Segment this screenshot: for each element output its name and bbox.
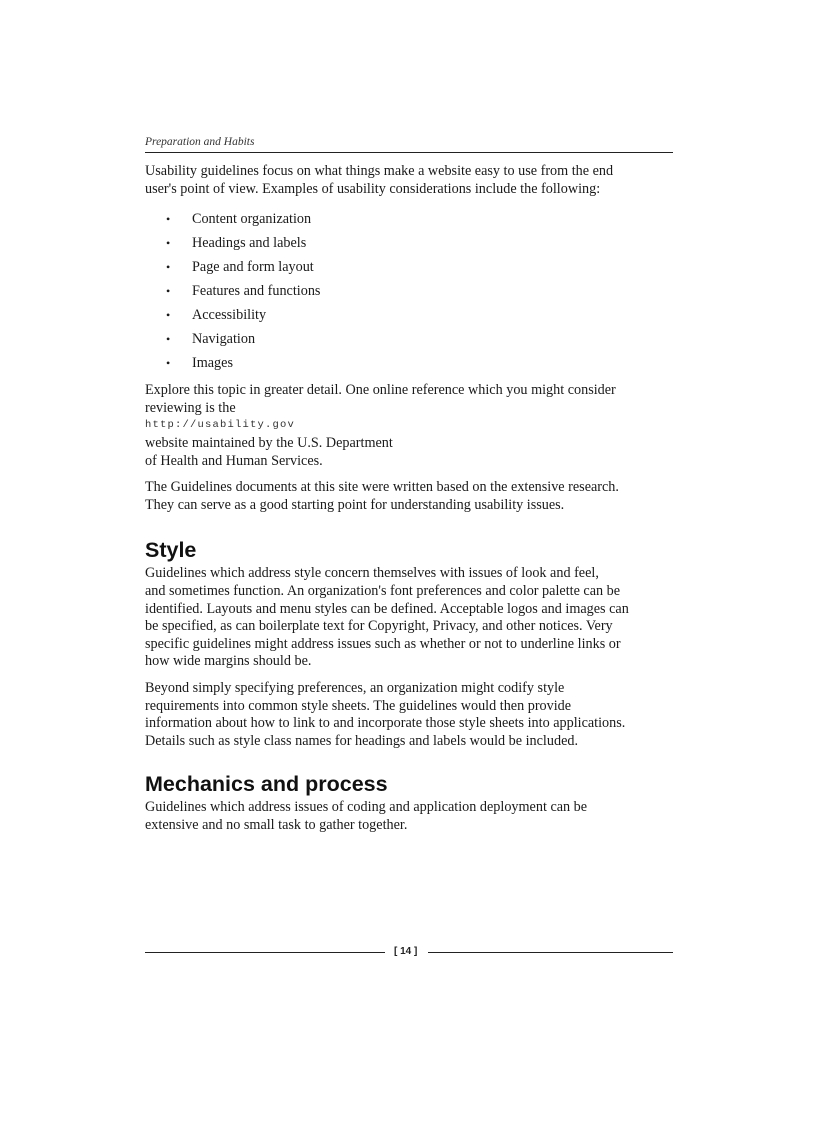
list-item-text: Navigation bbox=[192, 331, 256, 348]
footer-rule-right bbox=[428, 952, 673, 953]
style-line: Details such as style class names for headings and labels would be included. bbox=[145, 732, 579, 749]
style-line: how wide margins should be. bbox=[145, 653, 312, 670]
explore-paragraph bbox=[145, 382, 673, 470]
list-item-text: Content organization bbox=[192, 211, 312, 228]
explore-line: Explore this topic in greater detail. One online reference which you might consider bbox=[145, 382, 616, 399]
bullet-icon: • bbox=[166, 356, 171, 371]
bullet-icon: • bbox=[166, 236, 171, 251]
explore-line-with-link bbox=[145, 400, 673, 453]
style-line: Beyond simply specifying preferences, an organization might codify style bbox=[145, 679, 565, 696]
explore-line: of Health and Human Services. bbox=[145, 452, 323, 469]
explore-text-after-link: website maintained by the U.S. Department bbox=[145, 434, 393, 451]
style-line: information about how to link to and incorporate those style sheets into applications. bbox=[145, 715, 626, 732]
usability-gov-url: http://usability.gov bbox=[145, 419, 296, 432]
guidelines-docs-line: The Guidelines documents at this site were written based on the extensive research. bbox=[145, 479, 619, 496]
style-line: identified. Layouts and menu styles can be defined. Acceptable logos and images can bbox=[145, 600, 629, 617]
page-footer bbox=[145, 943, 673, 961]
intro-paragraph bbox=[145, 163, 673, 198]
running-header-title: Preparation and Habits bbox=[145, 136, 255, 148]
list-item-text: Headings and labels bbox=[192, 235, 307, 252]
page-number: [ 14 ] bbox=[394, 946, 418, 957]
intro-line: user's point of view. Examples of usability considerations include the following: bbox=[145, 180, 601, 197]
bullet-icon: • bbox=[166, 212, 171, 227]
list-item bbox=[145, 351, 673, 375]
style-line: be specified, as can boilerplate text for Copyright, Privacy, and other notices. Very bbox=[145, 618, 613, 635]
list-item bbox=[145, 279, 673, 303]
bullet-icon: • bbox=[166, 260, 171, 275]
mechanics-line: Guidelines which address issues of coding and application deployment can be bbox=[145, 799, 588, 816]
book-page bbox=[145, 0, 673, 1123]
list-item-text: Features and functions bbox=[192, 283, 321, 300]
guidelines-docs-line: They can serve as a good starting point for understanding usability issues. bbox=[145, 496, 565, 513]
style-line: specific guidelines might address issues such as whether or not to underline links or bbox=[145, 635, 621, 652]
list-item bbox=[145, 231, 673, 255]
list-item-text: Page and form layout bbox=[192, 259, 314, 276]
guidelines-docs-paragraph bbox=[145, 479, 673, 514]
style-heading: Style bbox=[145, 538, 197, 563]
list-item bbox=[145, 327, 673, 351]
footer-rule-left bbox=[145, 952, 385, 953]
bullet-icon: • bbox=[166, 308, 171, 323]
style-line: requirements into common style sheets. The guidelines would then provide bbox=[145, 697, 572, 714]
body-text bbox=[145, 163, 673, 843]
list-item bbox=[145, 255, 673, 279]
list-item-text: Images bbox=[192, 355, 233, 372]
mechanics-paragraph bbox=[145, 799, 673, 834]
style-paragraph-2 bbox=[145, 680, 673, 750]
mechanics-heading: Mechanics and process bbox=[145, 772, 388, 797]
running-header bbox=[145, 135, 673, 153]
list-item bbox=[145, 303, 673, 327]
intro-line: Usability guidelines focus on what things make a website easy to use from the end bbox=[145, 163, 614, 179]
style-paragraph-1 bbox=[145, 565, 673, 671]
list-item-text: Accessibility bbox=[192, 307, 267, 324]
list-item bbox=[145, 207, 673, 231]
style-line: and sometimes function. An organization's font preferences and color palette can be bbox=[145, 582, 621, 599]
bullet-icon: • bbox=[166, 332, 171, 347]
explore-text-before-link: reviewing is the bbox=[145, 399, 236, 416]
bullet-icon: • bbox=[166, 284, 171, 299]
style-line: Guidelines which address style concern themselves with issues of look and feel, bbox=[145, 565, 599, 582]
mechanics-line: extensive and no small task to gather together. bbox=[145, 816, 408, 833]
usability-considerations-list bbox=[145, 207, 673, 375]
